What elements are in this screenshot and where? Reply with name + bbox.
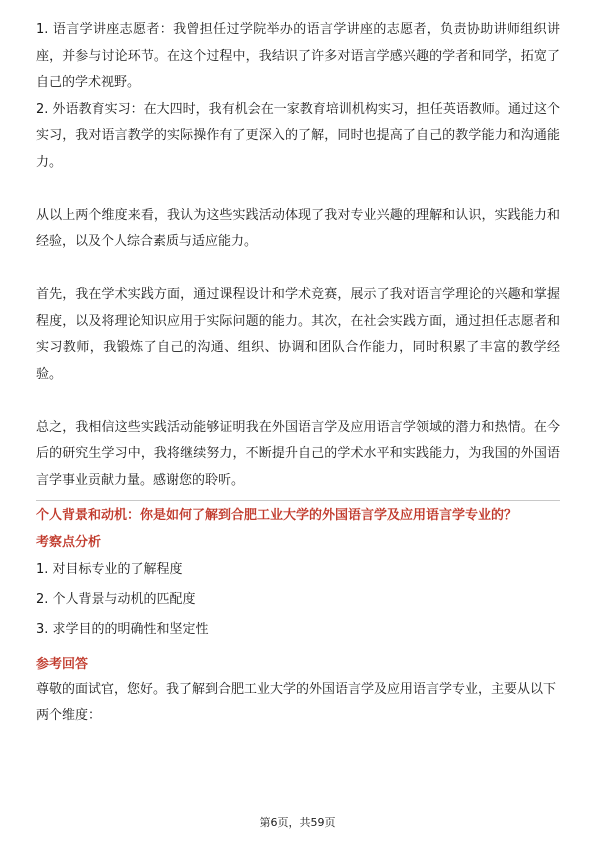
summary-paragraph-dimensions: 从以上两个维度来看，我认为这些实践活动体现了我对专业兴趣的理解和认识，实践能力和经验，以及个人综合素质与适应能力。 [36, 207, 560, 249]
list-item-teaching-internship: 2. 外语教育实习：在大四时，我有机会在一家教育培训机构实习，担任英语教师。通过这个实习，我对语言教学的实际操作有了更深入的了解，同时也提高了自己的教学能力和沟通能力。 [36, 101, 560, 170]
paragraph-gap [36, 176, 560, 203]
analysis-item: 1. 对目标专业的了解程度 [36, 562, 183, 577]
paragraph-gap [36, 388, 560, 415]
analysis-item: 3. 求学目的的明确性和坚定性 [36, 622, 209, 637]
reference-heading: 参考回答 [36, 657, 89, 672]
analysis-heading: 考察点分析 [36, 535, 102, 550]
list-item-lecture-volunteer: 1. 语言学讲座志愿者：我曾担任过学院举办的语言学讲座的志愿者，负责协助讲师组织讲座，并参与讨论环节。在这个过程中，我结识了许多对语言学感兴趣的学者和同学，拓宽了自己的学术视野。 [36, 22, 560, 90]
page-footer: 第6页，共59页 [259, 816, 336, 829]
document-page [36, 17, 560, 729]
analysis-item: 2. 个人背景与动机的匹配度 [36, 592, 196, 607]
paragraph-gap [36, 256, 560, 283]
section-divider [36, 500, 560, 501]
summary-paragraph-first: 首先，我在学术实践方面，通过课程设计和学术竞赛，展示了我对语言学理论的兴趣和掌握程度，以及将理论知识应用于实际问题的能力。其次，在社会实践方面，通过担任志愿者和实习教师，我锻炼了自己的沟通、组织、协调和团队合作能力，同时积累了丰富的教学经验。 [36, 287, 560, 382]
summary-paragraph-conclusion: 总之，我相信这些实践活动能够证明我在外国语言学及应用语言学领域的潜力和热情。在今后的研究生学习中，我将继续努力，不断提升自己的学术水平和实践能力，为我国的外国语言学事业贡献力量。感谢您的聆听。 [36, 419, 560, 488]
question-heading: 个人背景和动机：你是如何了解到合肥工业大学的外国语言学及应用语言学专业的？ [36, 508, 518, 523]
reference-answer: 尊敬的面试官，您好。我了解到合肥工业大学的外国语言学及应用语言学专业，主要从以下两个维度： [36, 682, 557, 723]
